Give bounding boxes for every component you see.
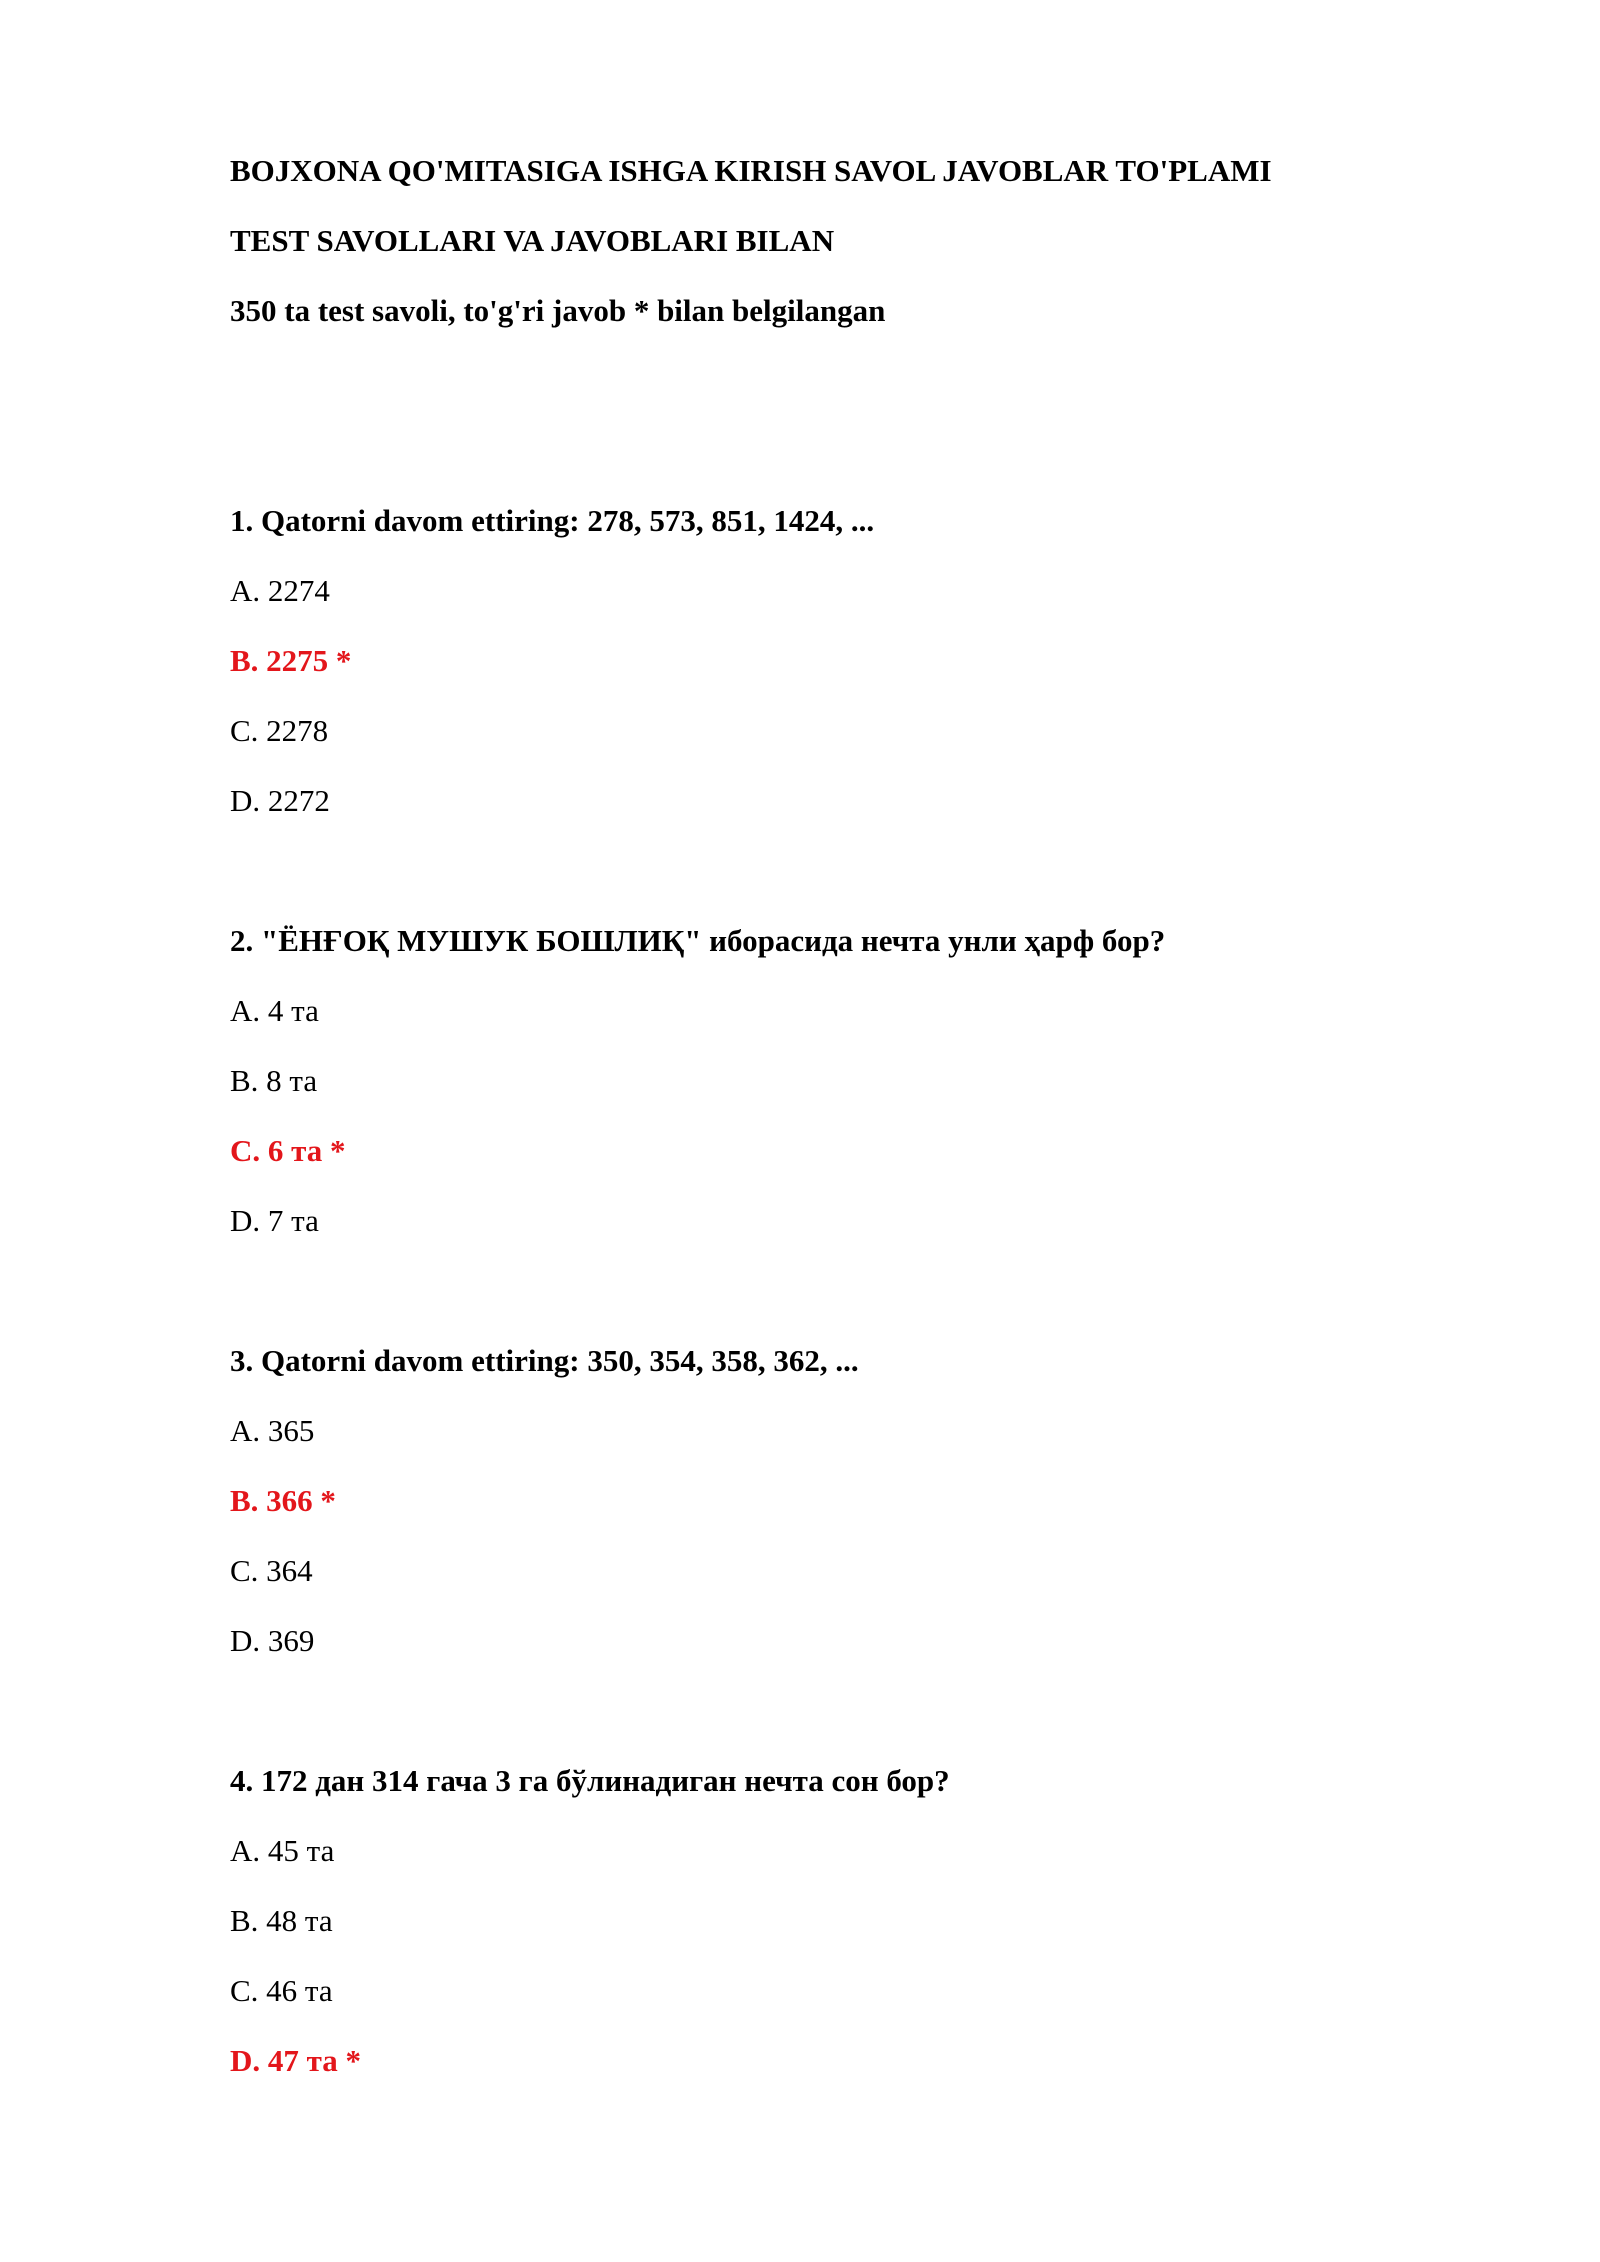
answer-option-correct: C. 6 та * <box>230 1133 346 1168</box>
question-text: 2. "ЁНҒОҚ МУШУК БОШЛИҚ" иборасида нечта унли ҳарф бор? <box>230 923 1166 958</box>
answer-option: A. 4 та <box>230 993 319 1028</box>
answer-option: C. 364 <box>230 1553 313 1588</box>
answer-option-correct: D. 47 та * <box>230 2043 361 2078</box>
answer-option-correct: B. 2275 * <box>230 643 352 678</box>
answer-option: D. 2272 <box>230 783 330 818</box>
answer-option: A. 365 <box>230 1413 315 1448</box>
answer-option: B. 8 та <box>230 1063 318 1098</box>
answer-option-correct: B. 366 * <box>230 1483 336 1518</box>
document-title-line-2: TEST SAVOLLARI VA JAVOBLARI BILAN <box>230 223 835 258</box>
answer-option: B. 48 та <box>230 1903 333 1938</box>
answer-option: C. 2278 <box>230 713 329 748</box>
document-subtitle: 350 ta test savoli, to'g'ri javob * bilan belgilangan <box>230 293 886 328</box>
answer-option: A. 2274 <box>230 573 330 608</box>
answer-option: D. 369 <box>230 1623 315 1658</box>
answer-option: C. 46 та <box>230 1973 333 2008</box>
question-text: 1. Qatorni davom ettiring: 278, 573, 851, 1424, ... <box>230 503 875 538</box>
question-text: 4. 172 дан 314 гача 3 га бўлинадиган нечта сон бор? <box>230 1763 950 1798</box>
document-title-line-1: BOJXONA QO'MITASIGA ISHGA KIRISH SAVOL JAVOBLAR TO'PLAMI <box>230 153 1272 188</box>
answer-option: A. 45 та <box>230 1833 335 1868</box>
question-text: 3. Qatorni davom ettiring: 350, 354, 358, 362, ... <box>230 1343 859 1378</box>
answer-option: D. 7 та <box>230 1203 319 1238</box>
